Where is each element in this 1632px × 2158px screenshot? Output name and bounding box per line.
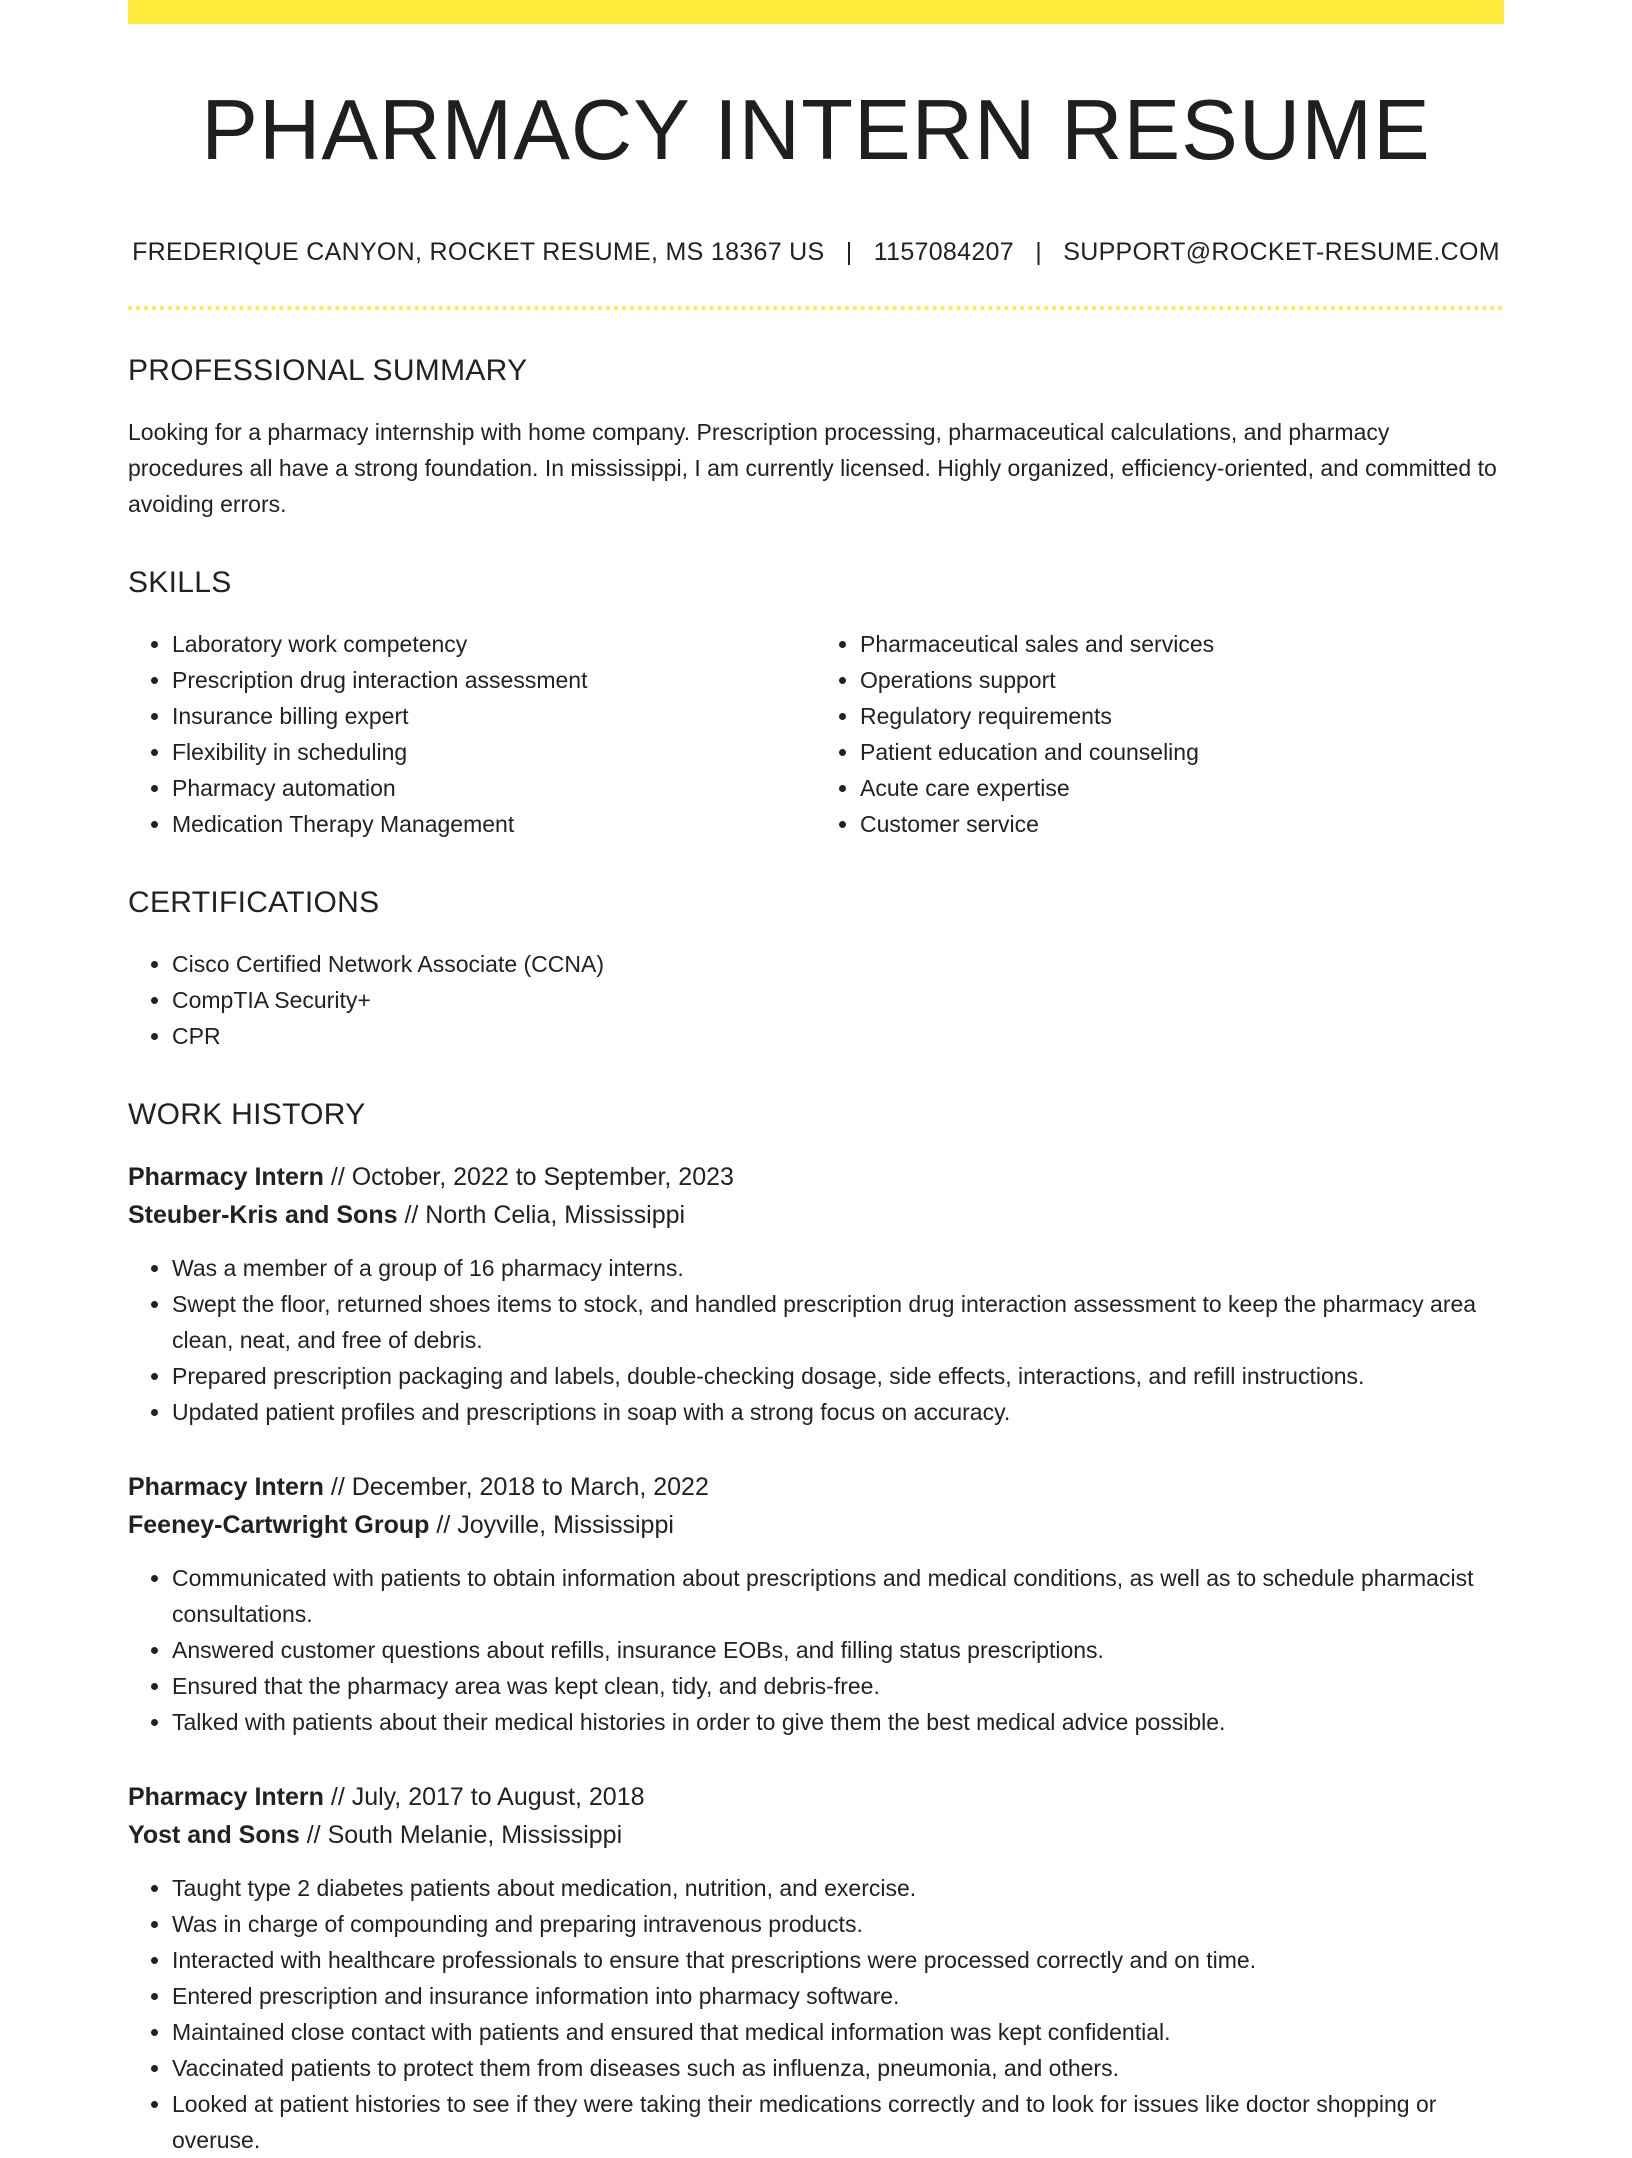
list-item: • Insurance billing expert xyxy=(172,698,816,734)
contact-line xyxy=(128,238,1504,267)
work-history-heading: WORK HISTORY xyxy=(128,1097,366,1131)
job-entry xyxy=(128,1778,1504,2158)
resume-page xyxy=(128,0,1504,2158)
list-item: • Pharmacy automation xyxy=(172,770,816,806)
list-item: • Answered customer questions about refills, insurance EOBs, and filling status prescriptions. xyxy=(172,1632,1504,1668)
list-item: • Maintained close contact with patients and ensured that medical information was kept confidential. xyxy=(172,2014,1504,2050)
certifications-heading: CERTIFICATIONS xyxy=(128,885,380,919)
job-company-line xyxy=(128,1816,1504,1854)
list-item: • Vaccinated patients to protect them from diseases such as influenza, pneumonia, and others. xyxy=(172,2050,1504,2086)
list-item: • Customer service xyxy=(860,806,1504,842)
list-item: • Swept the floor, returned shoes items to stock, and handled prescription drug interaction assessment to keep the pharmacy area clean, neat, and free of debris. xyxy=(172,1286,1504,1358)
list-item: • Was a member of a group of 16 pharmacy interns. xyxy=(172,1250,1504,1286)
summary-heading: PROFESSIONAL SUMMARY xyxy=(128,353,528,387)
dotted-divider xyxy=(128,306,1504,310)
list-item: • Looked at patient histories to see if they were taking their medications correctly and to look for issues like doctor shopping or overuse. xyxy=(172,2086,1504,2158)
job-title-line xyxy=(128,1158,1504,1196)
job-location: // North Celia, Mississippi xyxy=(397,1200,686,1229)
job-location: // South Melanie, Mississippi xyxy=(299,1820,623,1849)
job-company-line xyxy=(128,1196,1504,1234)
resume-title: PHARMACY INTERN RESUME xyxy=(201,83,1431,178)
list-item: • Medication Therapy Management xyxy=(172,806,816,842)
job-bullets xyxy=(128,1250,1504,1430)
job-dates: // July, 2017 to August, 2018 xyxy=(323,1782,645,1811)
job-company: Steuber-Kris and Sons xyxy=(128,1200,398,1229)
job-bullets xyxy=(128,1560,1504,1740)
list-item: • Patient education and counseling xyxy=(860,734,1504,770)
summary-text: Looking for a pharmacy internship with home company. Prescription processing, pharmaceutical calculations, and pharmacy procedures all have a strong foundation. In mississippi, I am currently licensed. Highly organized, efficiency-oriented, and committed to avoiding errors. xyxy=(128,418,1497,517)
certifications-list xyxy=(128,946,1504,1054)
list-item: • Talked with patients about their medical histories in order to give them the best medical advice possible. xyxy=(172,1704,1504,1740)
skills-heading: SKILLS xyxy=(128,565,232,599)
list-item: • Regulatory requirements xyxy=(860,698,1504,734)
list-item: • Updated patient profiles and prescriptions in soap with a strong focus on accuracy. xyxy=(172,1394,1504,1430)
job-company: Feeney-Cartwright Group xyxy=(128,1510,430,1539)
job-title-line xyxy=(128,1778,1504,1816)
contact-separator: | xyxy=(1035,237,1042,266)
job-bullets xyxy=(128,1870,1504,2158)
contact-phone: 1157084207 xyxy=(873,237,1014,266)
list-item: • Entered prescription and insurance information into pharmacy software. xyxy=(172,1978,1504,2014)
list-item: • Pharmaceutical sales and services xyxy=(860,626,1504,662)
list-item: • Taught type 2 diabetes patients about medication, nutrition, and exercise. xyxy=(172,1870,1504,1906)
list-item: • Acute care expertise xyxy=(860,770,1504,806)
list-item: • CPR xyxy=(172,1018,1504,1054)
job-location: // Joyville, Mississippi xyxy=(429,1510,674,1539)
job-entry xyxy=(128,1158,1504,1430)
list-item: • Interacted with healthcare professionals to ensure that prescriptions were processed correctly and on time. xyxy=(172,1942,1504,1978)
skills-columns xyxy=(128,626,1504,842)
job-company: Yost and Sons xyxy=(128,1820,300,1849)
job-title-line xyxy=(128,1468,1504,1506)
list-item: • Ensured that the pharmacy area was kept clean, tidy, and debris-free. xyxy=(172,1668,1504,1704)
contact-email: SUPPORT@ROCKET-RESUME.COM xyxy=(1063,237,1500,266)
list-item: • Prescription drug interaction assessment xyxy=(172,662,816,698)
job-company-line xyxy=(128,1506,1504,1544)
list-item: • Operations support xyxy=(860,662,1504,698)
skills-list-left xyxy=(128,626,816,842)
list-item: • Prepared prescription packaging and labels, double-checking dosage, side effects, interactions, and refill instructions. xyxy=(172,1358,1504,1394)
contact-address: FREDERIQUE CANYON, ROCKET RESUME, MS 18367 US xyxy=(132,237,825,266)
list-item: • Cisco Certified Network Associate (CCNA) xyxy=(172,946,1504,982)
list-item: • Flexibility in scheduling xyxy=(172,734,816,770)
job-dates: // December, 2018 to March, 2022 xyxy=(323,1472,709,1501)
job-title: Pharmacy Intern xyxy=(128,1472,324,1501)
list-item: • Laboratory work competency xyxy=(172,626,816,662)
contact-separator: | xyxy=(845,237,853,266)
list-item: • Communicated with patients to obtain information about prescriptions and medical conditions, as well as to schedule pharmacist consultations. xyxy=(172,1560,1504,1632)
job-title: Pharmacy Intern xyxy=(128,1162,324,1191)
job-title: Pharmacy Intern xyxy=(128,1782,324,1811)
list-item: • CompTIA Security+ xyxy=(172,982,1504,1018)
job-entry xyxy=(128,1468,1504,1740)
skills-list-right xyxy=(816,626,1504,842)
list-item: • Was in charge of compounding and preparing intravenous products. xyxy=(172,1906,1504,1942)
top-accent-bar xyxy=(128,0,1504,24)
job-dates: // October, 2022 to September, 2023 xyxy=(323,1162,734,1191)
